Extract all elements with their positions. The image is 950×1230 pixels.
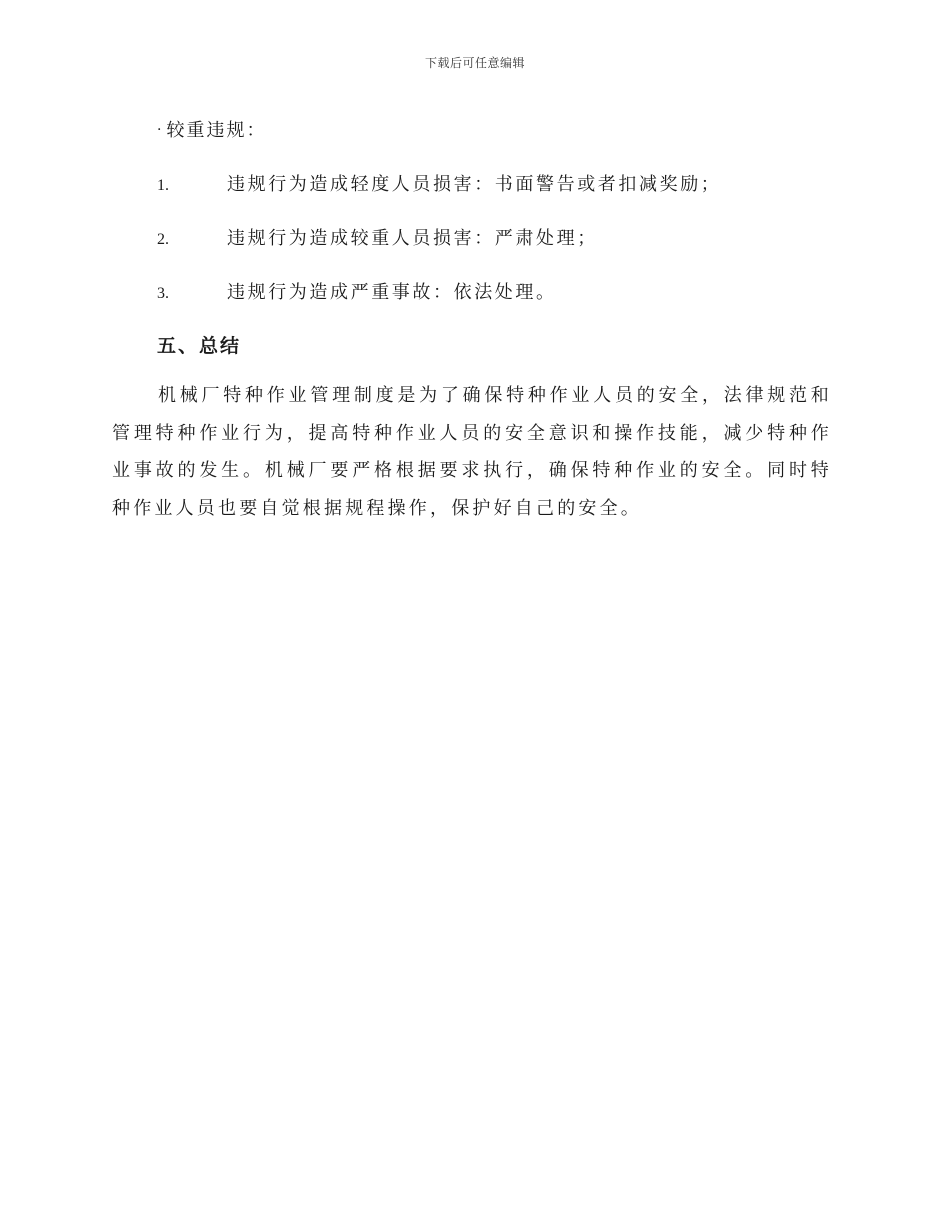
list-item-text: 违规行为造成轻度人员损害：书面警告或者扣减奖励； [227, 174, 722, 195]
list-item-text: 违规行为造成较重人员损害：严肃处理； [227, 228, 598, 249]
section-heading: 五、总结 [157, 335, 242, 357]
list-item [157, 170, 721, 196]
list-item-number: 1. [157, 177, 169, 194]
bullet-heading-label: 较重违规： [166, 120, 267, 141]
list-item [157, 224, 598, 250]
list-item-text: 违规行为造成严重事故：依法处理。 [227, 282, 557, 303]
page-header-note: 下载后可任意编辑 [424, 56, 525, 70]
summary-paragraph: 机械厂特种作业管理制度是为了确保特种作业人员的安全，法律规范和管理特种作业行为，提高特种作业人员的安全意识和操作技能，减少特种作业事故的发生。机械厂要严格根据要求执行，确保特种作业的安全。同时特种作业人员也要自觉根据规程操作，保护好自己的安全。 [112, 385, 832, 519]
list-item [157, 278, 557, 304]
bullet-dot: · [157, 122, 164, 138]
bullet-heading [157, 116, 266, 142]
list-item-number: 2. [157, 231, 169, 248]
list-item-number: 3. [157, 285, 169, 302]
